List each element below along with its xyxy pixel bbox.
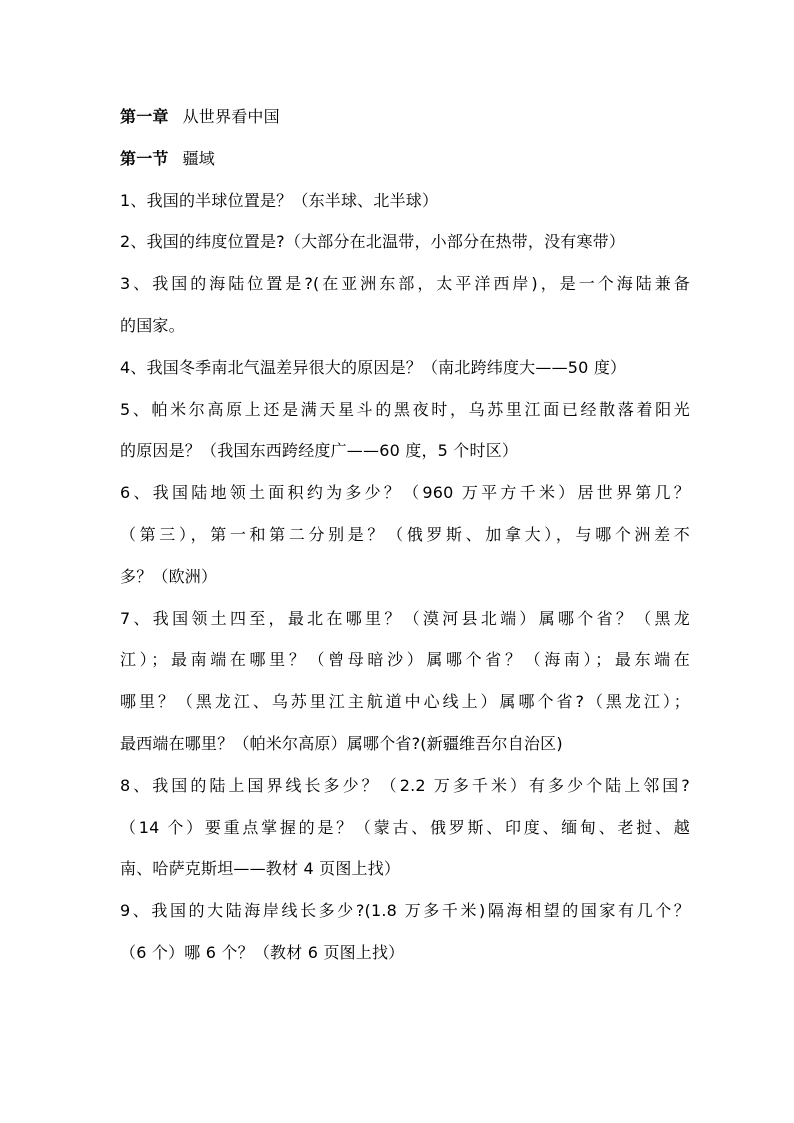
text-line: 6、我国陆地领土面积约为多少？（960 万平方千米）居世界第几？ xyxy=(120,483,690,503)
chapter-label: 第一章 xyxy=(120,107,169,126)
chapter-title: 从世界看中国 xyxy=(182,107,280,126)
text-line: 江）；最南端在哪里？（曾母暗沙）属哪个省？（海南）；最东端在 xyxy=(120,650,690,670)
text-line: 的国家。 xyxy=(120,315,185,335)
section-label: 第一节 xyxy=(120,148,169,168)
text-line: 3、我国的海陆位置是?(在亚洲东部，太平洋西岸)，是一个海陆兼备 xyxy=(120,274,690,294)
text-line: 4、我国冬季南北气温差异很大的原因是？（南北跨纬度大——50 度） xyxy=(120,357,627,377)
section-heading xyxy=(120,144,690,186)
text-line: 7、我国领土四至，最北在哪里？（漠河县北端）属哪个省？（黑龙 xyxy=(120,608,690,628)
text-line: 1、我国的半球位置是？（东半球、北半球） xyxy=(120,190,439,210)
text-line: 最西端在哪里？（帕米尔高原）属哪个省?(新疆维吾尔自治区) xyxy=(120,733,563,753)
text-line: 2、我国的纬度位置是?（大部分在北温带，小部分在热带，没有寒带） xyxy=(120,232,626,252)
text-line: 的原因是？（我国东西跨经度广——60 度，5 个时区） xyxy=(120,441,519,461)
chapter-heading xyxy=(120,102,690,144)
text-line: 9、我国的大陆海岸线长多少?(1.8 万多千米)隔海相望的国家有几个？ xyxy=(120,901,690,921)
section-title: 疆域 xyxy=(182,148,216,168)
text-line: 南、哈萨克斯坦——教材 4 页图上找） xyxy=(120,859,401,879)
text-line: 多？（欧洲） xyxy=(120,566,218,586)
text-line: 8、我国的陆上国界线长多少？（2.2 万多千米）有多少个陆上邻国? xyxy=(120,775,690,795)
text-line: （6 个）哪 6 个？（教材 6 页图上找） xyxy=(120,942,405,962)
text-line: （14 个）要重点掌握的是？（蒙古、俄罗斯、印度、缅甸、老挝、越 xyxy=(120,817,690,837)
text-line: （第三），第一和第二分别是？（俄罗斯、加拿大），与哪个洲差不 xyxy=(120,524,690,544)
text-line: 哪里？（黑龙江、乌苏里江主航道中心线上）属哪个省?（黑龙江）； xyxy=(120,692,690,712)
document-page xyxy=(120,102,690,980)
text-line: 5、帕米尔高原上还是满天星斗的黑夜时，乌苏里江面已经散落着阳光 xyxy=(120,399,690,419)
